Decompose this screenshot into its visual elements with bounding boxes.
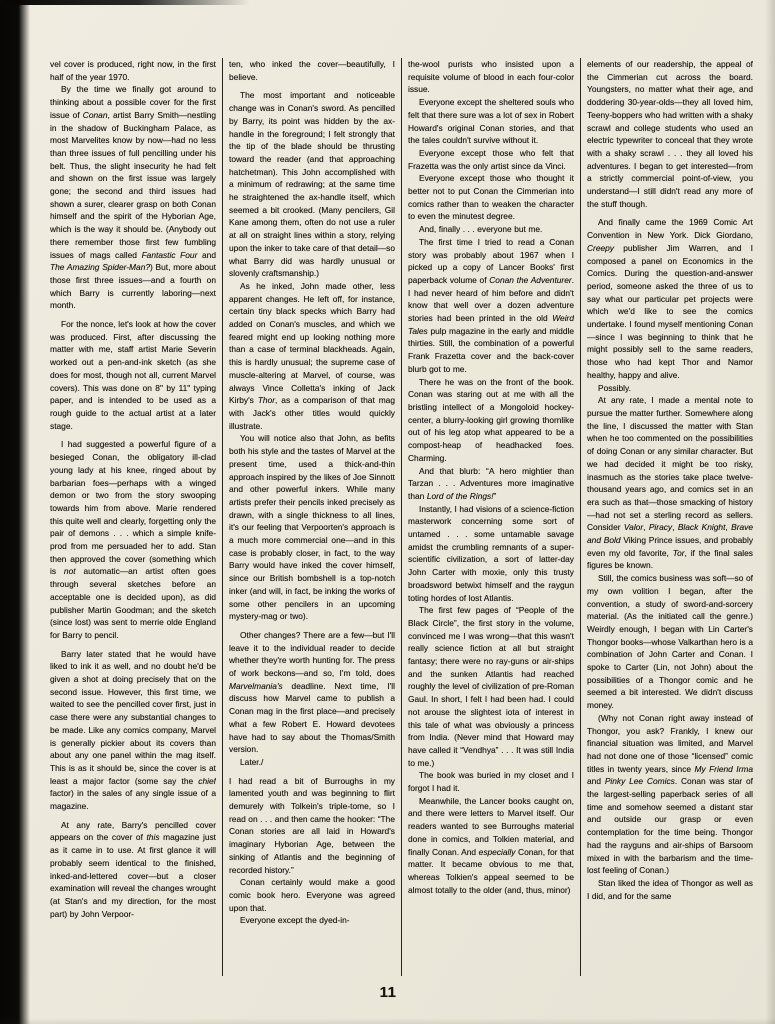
paragraph: Everyone except those who thought it better not to put Conan the Cimmerian into comics rather than to weaken the character to even the minutest degree. [408,173,574,222]
paragraph: And, finally . . . everyone but me. [419,224,543,235]
paragraph: Everyone except the sheltered souls who felt that there sure was a lot of sex in Robert Howard's original Conan stories, and that the tales couldn't survive without it. [408,97,574,146]
paragraph: At any rate, Barry's pencilled cover appears on the cover of this magazine just as it came in to use. At first glance it will probably seem identical to the finished, inked-and-lettered cover—but a closer examination will reveal the changes wrought (at Stan's and my direction, for the most part) by John Verpoor- [50,819,216,919]
text-column-3 [401,58,574,976]
scan-edge-bottom [0,1018,775,1024]
paragraph: Conan certainly would make a good comic book hero. Everyone was agreed upon that. [229,877,395,913]
paragraph: Possibly. [598,382,631,393]
scan-edge-top [0,0,250,5]
paragraph: ten, who inked the cover—beautifully, I believe. [229,59,395,82]
paragraph: (Why not Conan right away instead of Thongor, you ask? Frankly, I knew our financial situation was limited, and Marvel had not done one of those “licensed” comic titles in twenty years, since My Friend Irma and Pinky Lee Comics. Conan was star of the largest-selling paperback series of all time and somehow seemed a distant star and outside our grasp or even contemplation for the time being. Thongor had the rayguns and air-ships of Barsoom mixed in with the barbarism and the time-lost feeling of Conan.) [587,712,753,876]
paragraph: And finally came the 1969 Comic Art Convention in New York. Dick Giordano, Creepy publisher Jim Warren, and I composed a panel on Economics in the Comics. During the question-and-answer period, someone asked the three of us to say what our particular pet projects were which we'd like to see the comics undertake. I found myself mentioning Conan—since I was beginning to think that he might possibly sell to the same readers, those who had kept Thor and Namor healthy, happy and alive. [587,217,753,380]
article-columns [50,58,753,976]
text-column-4 [580,58,753,976]
paragraph: I had suggested a powerful figure of a besieged Conan, the obligatory ill-clad young lady at his knee, ringed about by barbarian foes—perhaps with a winged demon or two from the story swooping towards him from above. Marie rendered this quite well and clearly, forgetting only the pair of demons . . . which a simple knife-prod from me persuaded her to add. Stan then approved the cover (something which is not automatic—an artist often goes through several sketches before an acceptable one is decided upon), as did publisher Martin Goodman; and the sketch (since lost) was sent to merrie olde England for Barry to pencil. [50,439,216,640]
paragraph: Everyone except the dyed-in- [240,915,350,926]
paragraph: The first time I tried to read a Conan story was probably about 1967 when I picked up a copy of Lancer Books' first paperback volume of Conan the Adventurer. I had never heard of him before and didn't know that well over a dozen adventure stories had been printed in the old Weird Tales pulp magazine in the early and middle thirties. Still, the combination of a powerful Frank Frazetta cover and the back-cover blurb got to me. [408,236,574,374]
scan-edge-right [765,0,775,1024]
paragraph: As he inked, John made other, less apparent changes. He left off, for instance, certain tiny black specks which Barry had added on Conan's muscles, and which we feared might end up looking nothing more than a case of terminal blackheads. Again, this is hardly unusual; the supreme case of muscle-altering at Marvel, of course, was always Vince Colletta's inking of Jack Kirby's Thor, as a comparison of that mag with Jack's other titles would quickly illustrate. [229,280,395,431]
paragraph: Other changes? There are a few—but I'll leave it to the individual reader to decide whether they're worth hunting for. The press of work beckons—and so, I'm told, does Marvelmania's deadline. Next time, I'll discuss how Marvel came to publish a Conan mag in the first place—and precisely what a few Robert E. Howard devotees have had to say about the Thomas/Smith version. [229,629,395,755]
paragraph: Still, the comics business was soft—so of my own volition I began, after the convention, a study of sword-and-sorcery material. (As the initiated call the genre.) Weirdly enough, I began with Lin Carter's Thongor books—whose Valkarthan hero is a combination of John Carter and Conan. I spoke to Carter (Lin, not John) about the possibilities of a Thongor comic and he seemed a bit interested. We didn't discuss money. [587,573,753,711]
paragraph: the-wool purists who insisted upon a requisite volume of blood in each four-color issue. [408,59,574,95]
page-number: 11 [379,984,397,1001]
paragraph: The first few pages of “People of the Black Circle”, the first story in the volume, convinced me I was wrong—that this wasn't really science fiction at all but straight fantasy; there were no ray-guns or air-ships and the sunken Atlantis had reached roughly the level of civilization of pre-Roman Gaul. In short, I felt I had been had. I could not arouse the slightest iota of interest in this tale of what was obviously a princess from India. (Never mind that Howard may have called it “Vendhya” . . . It was still India to me.) [408,605,574,768]
paragraph: By the time we finally got around to thinking about a possible cover for the first issue of Conan, artist Barry Smith—nestling in the shadow of Buckingham Palace, as most Marvelites know by now—had no less than three issues of full pencilling under his belt. Thus, the slight insecurity he had felt and shown on the first issue was largely gone; the second and third issues had shown a surer, clearer grasp on both Conan himself and the spirit of the Hyborian Age, which is the way it should be. (Anybody out there remember those first few fumbling issues of mags called Fantastic Four and The Amazing Spider-Man?) But, more about those first three issues—and a fourth on which Barry is currently laboring—next month. [50,84,216,311]
paragraph: Stan liked the idea of Thongor as well as I did, and for the same [587,878,753,901]
paragraph: Everyone except those who felt that Frazetta was the only artist since da Vinci. [408,147,574,171]
paragraph: Instantly, I had visions of a science-fiction masterwork concerning some sort of untamed . . . some untamable savage amidst the crumbling remnants of a super-scientific civilization, a sort of latter-day John Carter with moxie, only this trusty broadsword betwixt himself and the raygun toting hordes of lost Atlantis. [408,503,574,603]
paragraph: You will notice also that John, as befits both his style and the tastes of Marvel at the present time, used a thick-and-thin approach inspired by the likes of Joe Sinnott and other powerful inkers. While many artists prefer their pencils inked precisely as drawn, with a single thickness to all lines, it's our feeling that Verpoorten's approach is a much more commercial one—and in this case is probably closer, in fact, to the way Barry would have inked the cover himself, since our British bombshell is a top-notch inker (and will, in fact, be inking the works of some other pencilers in an upcoming mystery-mag or two). [229,433,395,622]
paragraph: vel cover is produced, right now, in the first half of the year 1970. [50,59,216,82]
scan-edge-left [0,0,30,1024]
paragraph: And that blurb: “A hero mightier than Tarzan . . . Adventures more imaginative than Lord of the Rings!” [408,465,574,501]
paragraph: The book was buried in my closet and I forgot I had it. [408,770,574,794]
paragraph: Later./ [240,756,264,767]
text-column-2 [222,58,395,976]
paragraph: For the nonce, let's look at how the cover was produced. First, after discussing the matter with me, staff artist Marie Severin worked out a pen-and-ink sketch (as she does for most, though not all, current Marvel covers). This was done on 8" by 11" typing paper, and is intended to be used as a rough guide to the actual artist at a later stage. [50,319,216,431]
text-column-1 [50,58,216,976]
paragraph: At any rate, I made a mental note to pursue the matter further. Somewhere along the line, I discussed the matter with Stan when he too commented on the possibilities of doing Conan or any similar character. But we had decided it might be too risky, inasmuch as the stories take place twelve-thousand years ago, and comics set in an era such as that—those smacking of history—had not set a sterling record as sellers. Consider Valor, Piracy, Black Knight, Brave and Bold Viking Prince issues, and probably even my old favorite, Tor, if the final sales figures be known. [587,395,753,571]
paragraph: elements of our readership, the appeal of the Cimmerian cut across the board. Youngsters, no matter what their age, and doddering 30-year-olds—they all loved him, Teeny-boppers who had written with a shaky scrawl and college students who used an electric typewriter to conceal that they wrote with a shaky scrawl . . . they all loved his adventures. I began to get interested—from a strictly commercial point-of-view, you understand—I still didn't read any more of the stuff though. [587,59,753,209]
paragraph: There he was on the front of the book. Conan was staring out at me with all the bristling intellect of a Mongoloid hockey-center, a blurry-looking girl growing thornlike out of his leg atop what appeared to be a compost-heap of headhacked foes. Charming. [408,376,574,463]
paragraph: Barry later stated that he would have liked to ink it as well, and no doubt he'd be given a shot at doing precisely that on the second issue. However, this first time, we waited to see the pencilled cover first, just in case there were any substantial changes to be made. Like any comics company, Marvel is generally pickier about its covers than about any one panel within the mag itself. This is as it should be, since the cover is at least a major factor (some say the chief factor) in the sales of any single issue of a magazine. [50,648,216,812]
paragraph: The most important and noticeable change was in Conan's sword. As pencilled by Barry, its point was hidden by the ax-handle in the foreground; I felt strongly that the tip of the blade should be thrusting toward the reader (and that approaching hatchetman). This John accomplished with a minimum of redrawing; at the same time he straightened the ax-handle itself, which seemed a bit crooked. (Many pencilers, Gil Kane among them, often do not use a ruler at all on straight lines within a story, relying upon the inker to take care of that detail—so what Barry did was hardly unusual or slovenly craftsmanship.) [229,90,395,279]
paragraph: Meanwhile, the Lancer books caught on, and there were letters to Marvel itself. Our readers wanted to see Burroughs material done in comics, and Tolkien material, and finally Conan. And especially Conan, for that matter. It became obvious to me that, whereas Tolkien's appeal seemed to be almost totally to the older (and, thus, minor) [408,795,574,895]
paragraph: I had read a bit of Burroughs in my lamented youth and was beginning to flirt demurely with Tolkein's triple-tome, so I read on . . . and then came the hooker: “The Conan stories are all laid in Howard's imaginary Hyborian Age, between the sinking of Atlantis and the beginning of recorded history.” [229,775,395,875]
